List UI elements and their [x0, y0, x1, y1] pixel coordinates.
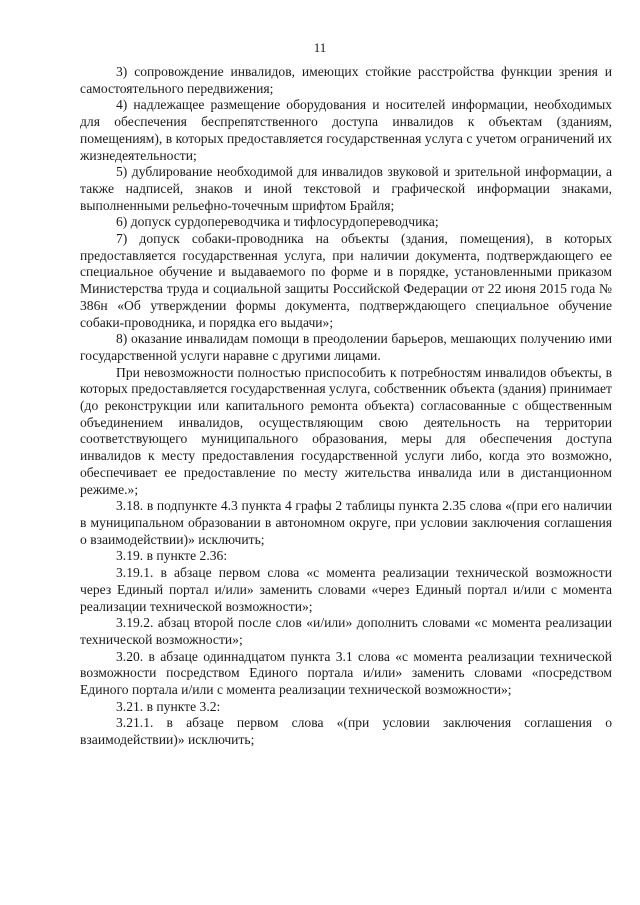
paragraph: 3.21.1. в абзаце первом слова «(при условии заключения соглашения о взаимодействии)» исключить; [80, 715, 612, 748]
paragraph: При невозможности полностью приспособить к потребностям инвалидов объекты, в которых предоставляется государственная услуга, собственник объекта (здания) принимает (до реконструкции или капитального ремонта объекта) согласованные с общественным объединением инвалидов, осуществляющим свою деятельность на территории соответствующего муниципального образования, меры для обеспечения доступа инвалидов к месту предоставления государственной услуги либо, когда это возможно, обеспечивает ее предоставление по месту жительства инвалида или в дистанционном режиме.»; [80, 364, 612, 497]
paragraph: 3.19. в пункте 2.36: [116, 548, 228, 564]
paragraph: 3.20. в абзаце одиннадцатом пункта 3.1 слова «с момента реализации технической возможности посредством Единого портала и/или» заменить словами «посредством Единого портала и/или с момента реализации технической возможности»; [80, 648, 612, 698]
paragraph: 8) оказание инвалидам помощи в преодолении барьеров, мешающих получению ими государственной услуги наравне с другими лицами. [80, 331, 612, 363]
paragraph: 3.18. в подпункте 4.3 пункта 4 графы 2 таблицы пункта 2.35 слова «(при его наличии в муниципальном образовании в автономном округе, при условии заключения соглашения о взаимодействии)» исключить; [80, 498, 612, 547]
paragraph: 3) сопровождение инвалидов, имеющих стойкие расстройства функции зрения и самостоятельного передвижения; [80, 64, 612, 96]
page-number: 11 [313, 40, 327, 55]
paragraph: 6) допуск сурдопереводчика и тифлосурдопереводчика; [116, 214, 439, 230]
paragraph: 7) допуск собаки-проводника на объекты (здания, помещения), в которых предоставляется государственная услуга, при наличии документа, подтверждающего ее специальное обучение и выдаваемого по форме и в порядке, установленными приказом Министерства труда и социальной защиты Российской Федерации от 22 июня 2015 года № 386н «Об утверждении формы документа, подтверждающего специальное обучение собаки-проводника, и порядка его выдачи»; [80, 231, 612, 330]
paragraph: 3.19.1. в абзаце первом слова «с момента реализации технической возможности через Единый портал и/или» заменить словами «через Единый портал и/или с момента реализации технической возможности»; [80, 565, 612, 614]
paragraph: 4) надлежащее размещение оборудования и носителей информации, необходимых для обеспечения беспрепятственного доступа инвалидов к объектам (зданиям, помещениям), в которых предоставляется государственная услуга с учетом ограничений их жизнедеятельности; [80, 97, 612, 163]
paragraph: 5) дублирование необходимой для инвалидов звуковой и зрительной информации, а также надписей, знаков и иной текстовой и графической информации знаками, выполненными рельефно-точечным шрифтом Брайля; [80, 164, 612, 213]
document-body [80, 64, 612, 749]
paragraph: 3.21. в пункте 3.2: [116, 698, 221, 714]
paragraph: 3.19.2. абзац второй после слов «и/или» дополнить словами «с момента реализации технической возможности»; [80, 615, 612, 647]
